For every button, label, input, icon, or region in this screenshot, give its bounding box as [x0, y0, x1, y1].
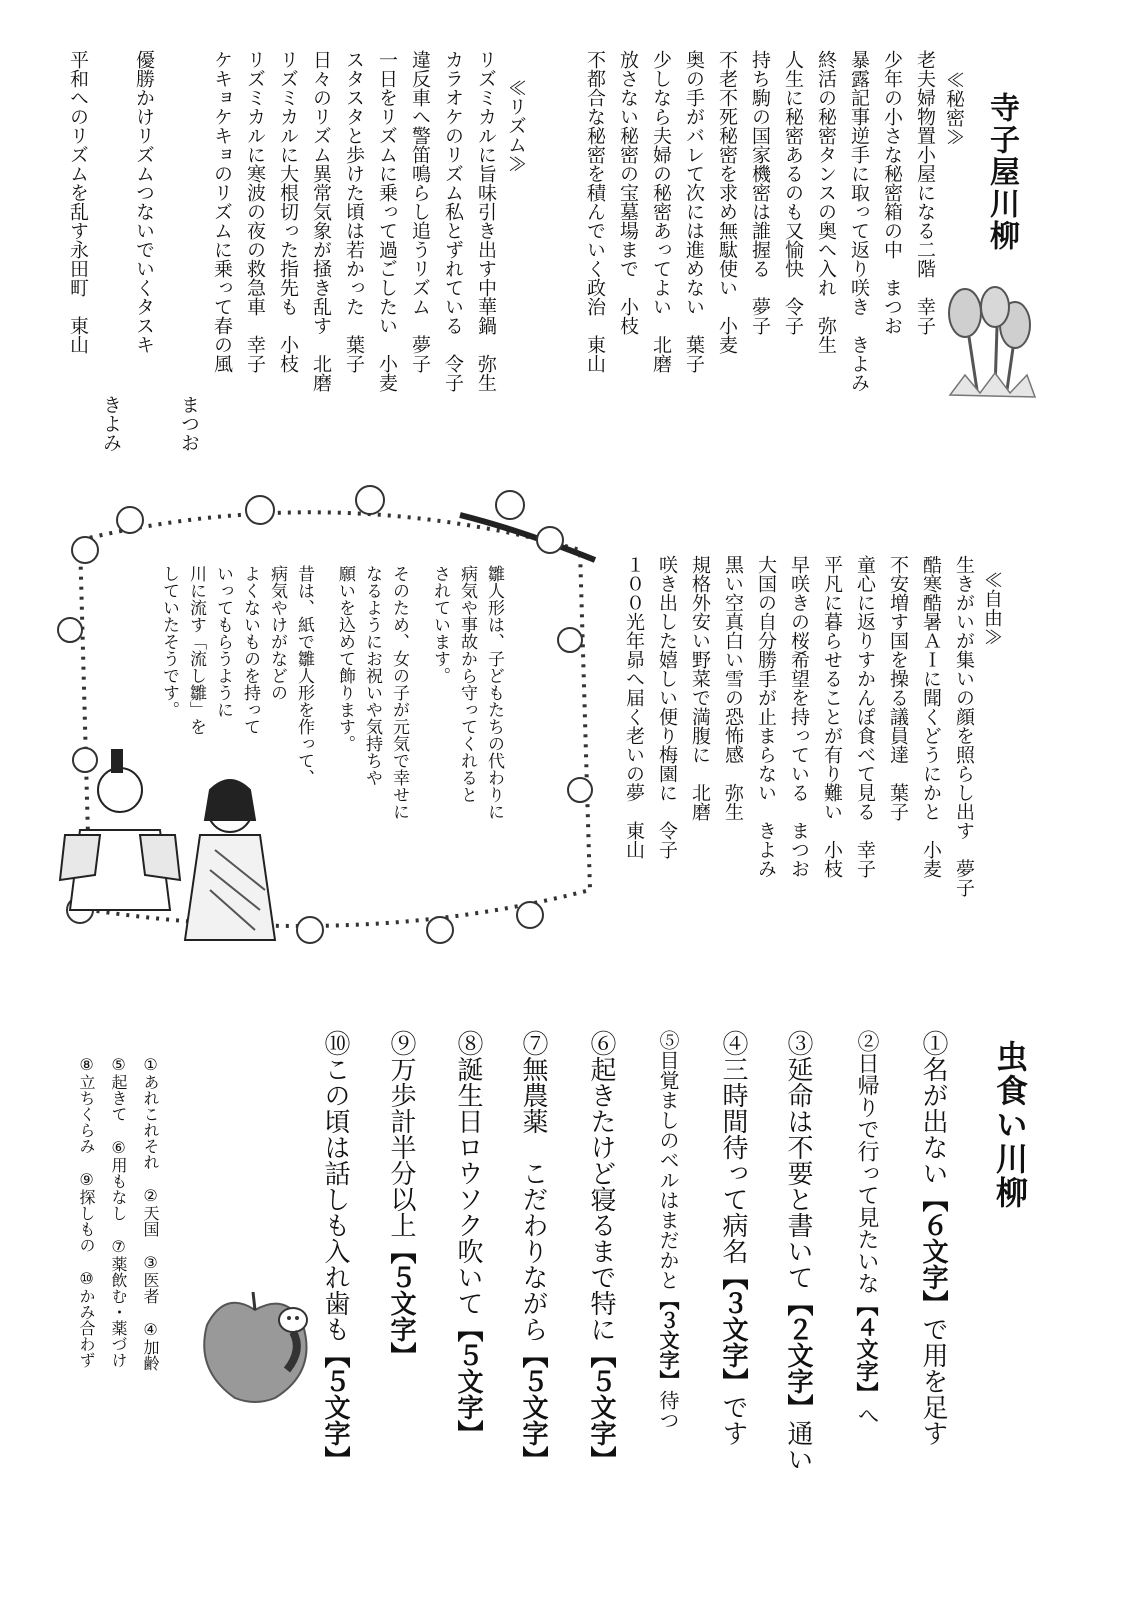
senryu-line: 不安増す国を操る議員達 葉子	[887, 555, 909, 821]
hina-note-line: いってもらうように	[213, 565, 233, 718]
senryu-line: 咲き出した嬉しい便り梅園に 令子	[656, 555, 678, 859]
answer-line: ⑤起きて ⑥用もなし ⑦薬飲む・薬づけ	[109, 1055, 128, 1368]
hina-note-line: 雛人形は、子どもたちの代わりに	[484, 565, 504, 820]
senryu-line: リズミカルに寒波の夜の救急車 幸子	[244, 50, 266, 373]
senryu-line: 平和へのリズムを乱す永田町 東山	[67, 50, 89, 354]
senryu-line: １００光年昴へ届く老いの夢 東山	[623, 555, 645, 859]
hina-note-line: よくないものを持って	[240, 565, 260, 735]
answer-line: ⑧立ちくらみ ⑨探しもの ⑩かみ合わず	[77, 1055, 96, 1368]
section-rhythm	[60, 50, 540, 470]
senryu-line: 終活の秘密タンスの奥へ入れ 弥生	[815, 50, 837, 354]
quiz-answers	[70, 1055, 180, 1475]
quiz-question-8: ⑧誕生日ロウソク吹いて【５文字】	[453, 1030, 483, 1446]
section-heading: ≪リズム≫	[505, 78, 527, 173]
senryu-line: 持ち駒の国家機密は誰握る 夢子	[749, 50, 771, 335]
quiz-question-3: ③延命は不要と書いて【２文字】通い	[783, 1030, 813, 1472]
senryu-line: 優勝かけリズムつないでいくタスキ	[133, 50, 155, 354]
hina-note-line: 病気や事故から守ってくれると	[457, 565, 477, 803]
quiz-question-9: ⑨万歩計半分以上【５文字】	[386, 1030, 416, 1368]
senryu-line: 日々のリズム異常気象が掻き乱す 北磨	[310, 50, 332, 392]
hina-note-line: そのため、女の子が元気で幸せに	[389, 565, 409, 820]
hina-note-line: なるようにお祝いや気持ちや	[362, 565, 382, 786]
hina-note-line: 病気やけがなどの	[267, 565, 287, 701]
senryu-line: 老夫婦物置小屋になる二階 幸子	[914, 50, 936, 335]
senryu-line: 人生に秘密あるのも又愉快 令子	[782, 50, 804, 335]
quiz-question-1: ①名が出ない【６文字】で用を足す	[918, 1030, 948, 1446]
hina-note-line: されています。	[430, 565, 450, 684]
hina-note-line: していたそうです。	[159, 565, 179, 718]
senryu-line: 童心に返りすかんぽ食べて見る 幸子	[854, 555, 876, 878]
senryu-line: ケキョケキョのリズムに乗って春の風	[211, 50, 233, 373]
terakoya-title: 寺子屋川柳	[984, 92, 1019, 252]
senryu-line: 少しなら夫婦の秘密あってよい 北磨	[650, 50, 672, 373]
senryu-line: 少年の小さな秘密箱の中 まつお	[881, 50, 903, 335]
senryu-line: 一日をリズムに乗って過ごしたい 小麦	[376, 50, 398, 392]
section-heading: ≪秘密≫	[943, 70, 965, 146]
senryu-line: 不老不死秘密を求め無駄使い 小麦	[716, 50, 738, 354]
senryu-line: 規格外安い野菜で満腹に 北磨	[689, 555, 711, 821]
senryu-line: リズミカルに大根切った指先も 小枝	[277, 50, 299, 373]
quiz-question-10: ⑩この頃は話しも入れ歯も【５文字】	[320, 1030, 350, 1472]
hina-note-line: 願いを込めて飾ります。	[335, 565, 355, 752]
senryu-line: 不都合な秘密を積んでいく政治 東山	[584, 50, 606, 373]
senryu-line: 生きがいが集いの顔を照らし出す 夢子	[953, 555, 975, 897]
hina-note-line: 昔は、紙で雛人形を作って、	[294, 565, 314, 786]
quiz-question-6: ⑥起きたけど寝るまで特に【５文字】	[586, 1030, 616, 1472]
quiz-question-7: ⑦無農薬 こだわりながら【５文字】	[518, 1030, 548, 1472]
section-heading: ≪自由≫	[981, 570, 1003, 646]
senryu-line: 奥の手がバレて次には進めない 葉子	[683, 50, 705, 373]
hina-note-line: 川に流す「流し雛」を	[186, 565, 206, 735]
senryu-line: 違反車へ警笛鳴らし追うリズム 夢子	[409, 50, 431, 373]
section-himitsu	[560, 50, 980, 460]
senryu-author: まつお	[178, 395, 200, 452]
senryu-line: 暴露記事逆手に取って返り咲き きよみ	[848, 50, 870, 392]
senryu-line: 黒い空真白い雪の恐怖感 弥生	[722, 555, 744, 821]
quiz-question-5: ⑤目覚ましのベルはまだかと【３文字】待つ	[656, 1030, 680, 1430]
mushikui-questions	[320, 1030, 960, 1500]
senryu-line: 大国の自分勝手が止まらない きよみ	[755, 555, 777, 878]
senryu-line: 早咲きの桜希望を持っている まつお	[788, 555, 810, 878]
quiz-question-4: ④三時間待って病名【３文字】です	[718, 1030, 748, 1446]
senryu-line: リズミカルに旨味引き出す中華鍋 弥生	[475, 50, 497, 392]
mushikui-title: 虫食い川柳	[991, 1040, 1029, 1210]
section-jiyu	[620, 555, 1020, 955]
quiz-question-2: ②日帰りで行って見たいな【４文字】へ	[853, 1030, 879, 1426]
senryu-line: 放さない秘密の宝墓場まで 小枝	[617, 50, 639, 335]
senryu-author: きよみ	[100, 395, 122, 452]
apple-worm-illustration	[195, 1280, 325, 1410]
answer-line: ①あれこれそれ ②天国 ③医者 ④加齢	[141, 1055, 160, 1371]
senryu-line: 酷寒酷暑ＡＩに聞くどうにかと 小麦	[920, 555, 942, 878]
hina-note	[159, 565, 520, 820]
senryu-line: 平凡に暮らせることが有り難い 小枝	[821, 555, 843, 878]
senryu-line: スタスタと歩けた頃は若かった 葉子	[343, 50, 365, 373]
senryu-line: カラオケのリズム私とずれている 令子	[442, 50, 464, 392]
